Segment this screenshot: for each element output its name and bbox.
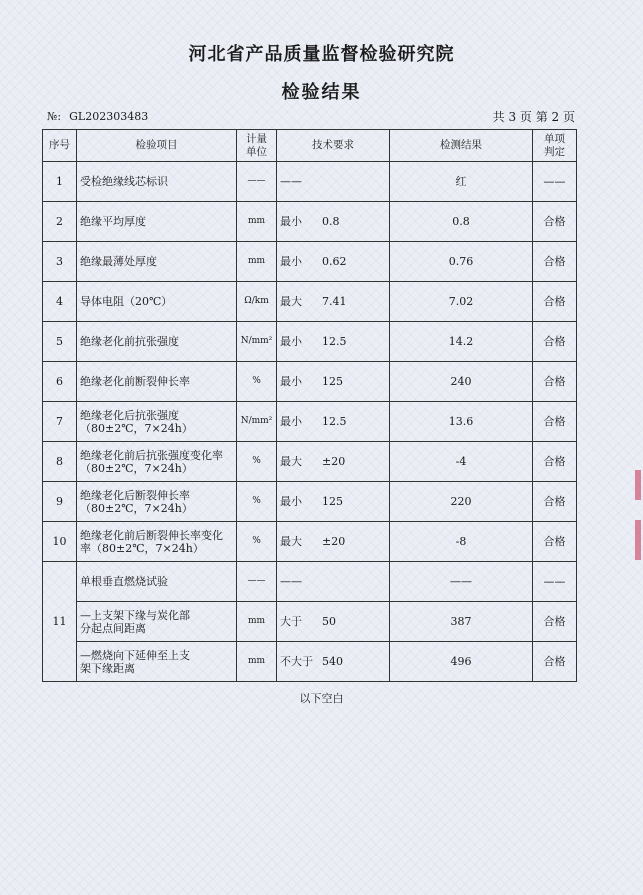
requirement-value: 540: [322, 655, 343, 668]
col-header-result: 检测结果: [390, 130, 533, 162]
table-row: [43, 482, 577, 522]
col-header-unit-label: 计量单位: [246, 132, 267, 158]
cell-item: 绝缘老化前后断裂伸长率变化率（80±2℃，7×24h）: [77, 522, 237, 562]
requirement-value: 125: [322, 375, 343, 388]
cell-verdict: ——: [533, 162, 577, 202]
cell-unit: %: [237, 482, 277, 522]
cell-unit: N/mm²: [237, 322, 277, 362]
cell-result: 496: [390, 642, 533, 682]
cell-requirement: [277, 442, 390, 482]
cell-seq: 4: [43, 282, 77, 322]
cell-requirement: [277, 362, 390, 402]
requirement-operator: ——: [280, 175, 302, 188]
cell-requirement: [277, 482, 390, 522]
table-row: [43, 562, 577, 602]
cell-verdict: 合格: [533, 642, 577, 682]
cell-item: 绝缘平均厚度: [77, 202, 237, 242]
cell-result: 红: [390, 162, 533, 202]
table-row: [43, 362, 577, 402]
col-header-requirement: 技术要求: [277, 130, 390, 162]
requirement-operator: 最小: [280, 495, 302, 508]
cell-item: 导体电阻（20℃）: [77, 282, 237, 322]
cell-verdict: ——: [533, 562, 577, 602]
cell-seq: 1: [43, 162, 77, 202]
cell-verdict: 合格: [533, 482, 577, 522]
cell-result: 240: [390, 362, 533, 402]
cell-requirement: [277, 562, 390, 602]
cell-result: 7.02: [390, 282, 533, 322]
cell-unit: mm: [237, 642, 277, 682]
requirement-value: 50: [322, 615, 336, 628]
cell-result: 14.2: [390, 322, 533, 362]
cell-seq: 2: [43, 202, 77, 242]
cell-verdict: 合格: [533, 522, 577, 562]
cell-result: -8: [390, 522, 533, 562]
requirement-value: ±20: [322, 455, 346, 468]
requirement-value: ±20: [322, 535, 346, 548]
table-row: [43, 282, 577, 322]
cell-unit: mm: [237, 602, 277, 642]
requirement-operator: 最小: [280, 375, 302, 388]
table-row: [43, 162, 577, 202]
cell-result: 0.76: [390, 242, 533, 282]
cell-result: 0.8: [390, 202, 533, 242]
cell-result: ——: [390, 562, 533, 602]
requirement-operator: 最小: [280, 415, 302, 428]
cell-unit: N/mm²: [237, 402, 277, 442]
report-number-label: №:: [47, 110, 62, 123]
seam-stamp-mark: [635, 470, 641, 500]
cell-requirement: [277, 522, 390, 562]
cell-item: 绝缘老化前后抗张强度变化率 （80±2℃，7×24h）: [77, 442, 237, 482]
requirement-operator: 最大: [280, 295, 302, 308]
requirement-value: 7.41: [322, 295, 347, 308]
cell-result: 13.6: [390, 402, 533, 442]
cell-unit: ——: [237, 162, 277, 202]
blank-below-note: 以下空白: [299, 692, 344, 705]
cell-seq: 11: [43, 562, 77, 682]
cell-unit: mm: [237, 242, 277, 282]
cell-seq: 9: [43, 482, 77, 522]
cell-requirement: [277, 602, 390, 642]
col-header-verdict: [533, 130, 577, 162]
cell-seq: 6: [43, 362, 77, 402]
col-header-item: 检验项目: [77, 130, 237, 162]
cell-verdict: 合格: [533, 242, 577, 282]
cell-seq: 5: [43, 322, 77, 362]
cell-seq: 8: [43, 442, 77, 482]
cell-unit: mm: [237, 202, 277, 242]
table-row: [43, 402, 577, 442]
cell-requirement: [277, 402, 390, 442]
requirement-operator: 大于: [280, 615, 302, 628]
cell-unit: %: [237, 522, 277, 562]
requirement-value: 12.5: [322, 415, 347, 428]
requirement-operator: 最小: [280, 335, 302, 348]
cell-seq: 10: [43, 522, 77, 562]
requirement-operator: 最大: [280, 535, 302, 548]
cell-seq: 7: [43, 402, 77, 442]
requirement-value: 0.8: [322, 215, 340, 228]
cell-item: —上支架下缘与炭化部 分起点间距离: [77, 602, 237, 642]
cell-requirement: [277, 642, 390, 682]
table-row: [43, 202, 577, 242]
report-number: [47, 110, 148, 123]
cell-item: 绝缘老化后断裂伸长率 （80±2℃，7×24h）: [77, 482, 237, 522]
table-row: [43, 522, 577, 562]
cell-verdict: 合格: [533, 602, 577, 642]
page-info: 共 3 页 第 2 页: [492, 110, 575, 124]
requirement-operator: 不大于: [280, 655, 313, 668]
cell-result: 387: [390, 602, 533, 642]
page-title: 检验结果: [281, 82, 362, 103]
cell-seq: 3: [43, 242, 77, 282]
col-header-unit: [237, 130, 277, 162]
requirement-value: 125: [322, 495, 343, 508]
cell-requirement: [277, 202, 390, 242]
requirement-value: 12.5: [322, 335, 347, 348]
cell-requirement: [277, 162, 390, 202]
cell-verdict: 合格: [533, 202, 577, 242]
cell-unit: ——: [237, 562, 277, 602]
table-row: [43, 602, 577, 642]
seam-stamp-mark: [635, 520, 641, 560]
cell-verdict: 合格: [533, 442, 577, 482]
requirement-operator: 最大: [280, 455, 302, 468]
cell-unit: %: [237, 442, 277, 482]
cell-verdict: 合格: [533, 322, 577, 362]
report-number-value: GL202303483: [69, 110, 149, 123]
cell-item: 绝缘老化前抗张强度: [77, 322, 237, 362]
cell-requirement: [277, 322, 390, 362]
cell-item: 单根垂直燃烧试验: [77, 562, 237, 602]
requirement-operator: 最小: [280, 215, 302, 228]
requirement-operator: ——: [280, 575, 302, 588]
cell-verdict: 合格: [533, 402, 577, 442]
cell-requirement: [277, 282, 390, 322]
cell-item: —燃烧向下延伸至上支 架下缘距离: [77, 642, 237, 682]
results-table: [42, 129, 577, 682]
cell-item: 绝缘老化前断裂伸长率: [77, 362, 237, 402]
cell-verdict: 合格: [533, 362, 577, 402]
cell-unit: Ω/km: [237, 282, 277, 322]
table-row: [43, 442, 577, 482]
cell-verdict: 合格: [533, 282, 577, 322]
requirement-value: 0.62: [322, 255, 347, 268]
cell-item: 绝缘最薄处厚度: [77, 242, 237, 282]
cell-unit: %: [237, 362, 277, 402]
cell-result: -4: [390, 442, 533, 482]
table-row: [43, 642, 577, 682]
requirement-operator: 最小: [280, 255, 302, 268]
table-row: [43, 322, 577, 362]
cell-requirement: [277, 242, 390, 282]
cell-result: 220: [390, 482, 533, 522]
cell-item: 受检绝缘线芯标识: [77, 162, 237, 202]
institute-name: 河北省产品质量监督检验研究院: [188, 44, 455, 65]
table-header-row: [43, 130, 577, 162]
cell-item: 绝缘老化后抗张强度 （80±2℃，7×24h）: [77, 402, 237, 442]
col-header-seq: 序号: [43, 130, 77, 162]
table-row: [43, 242, 577, 282]
col-header-verdict-label: 单项判定: [544, 132, 565, 158]
